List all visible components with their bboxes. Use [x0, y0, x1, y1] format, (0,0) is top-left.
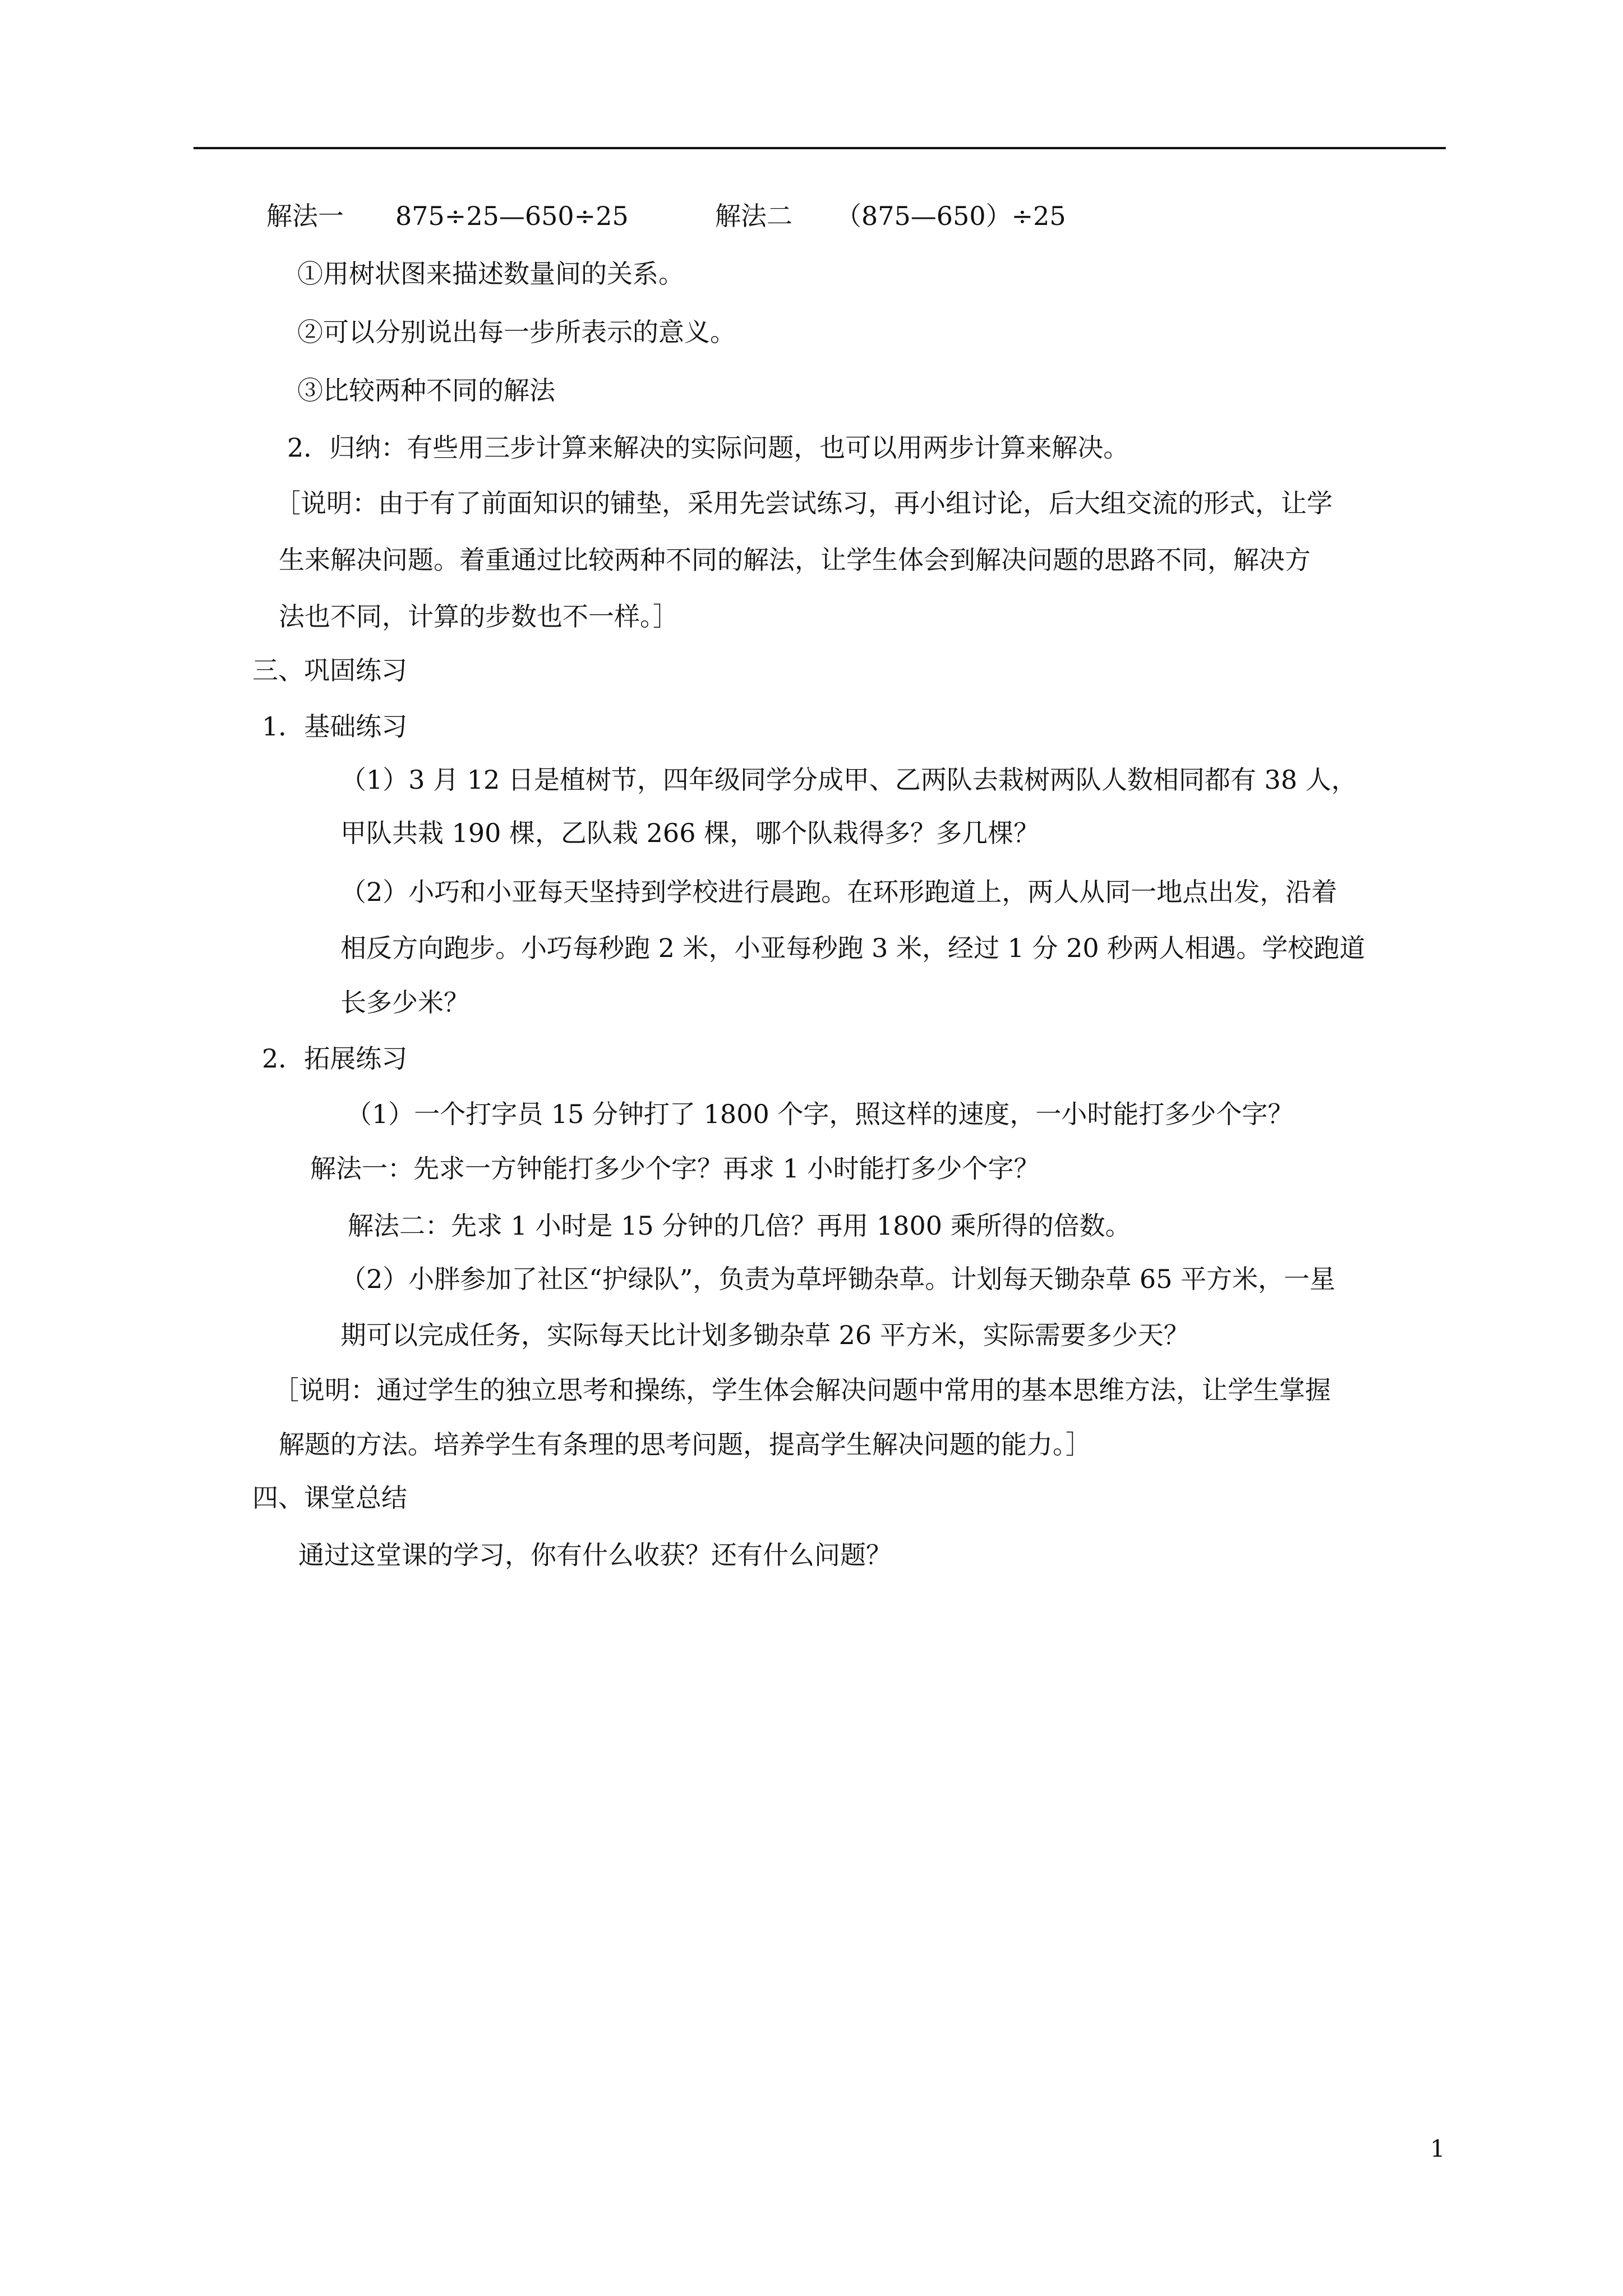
- note-1-line-3: 法也不同，计算的步数也不一样。］: [279, 601, 679, 632]
- extension-question-1-method-2: 解法二：先求 1 小时是 15 分钟的几倍？再用 1800 乘所得的倍数。: [348, 1211, 1131, 1241]
- basic-question-1-line-1: （1）3 月 12 日是植树节，四年级同学分成甲、乙两队去栽树两队人数相同都有 38 人，: [340, 765, 1357, 795]
- page-number: 1: [1430, 2135, 1445, 2162]
- section-3-title: 三、巩固练习: [252, 655, 407, 685]
- point-2: ②可以分别说出每一步所表示的意义。: [297, 317, 736, 347]
- extension-question-2-line-2: 期可以完成任务，实际每天比计划多锄杂草 26 平方米，实际需要多少天？: [340, 1320, 1189, 1350]
- basic-question-2-line-1: （2）小巧和小亚每天坚持到学校进行晨跑。在环形跑道上，两人从同一地点出发，沿着: [340, 877, 1338, 907]
- extension-practice-title: 2．拓展练习: [262, 1043, 408, 1074]
- note-1-line-1: ［说明：由于有了前面知识的铺垫，采用先尝试练习，再小组讨论，后大组交流的形式，让学: [275, 488, 1332, 518]
- basic-question-2-line-2: 相反方向跑步。小巧每秒跑 2 米，小亚每秒跑 3 米，经过 1 分 20 秒两人相遇。学校跑道: [340, 933, 1366, 963]
- extension-question-1-method-1: 解法一：先求一方钟能打多少个字？再求 1 小时能打多少个字？: [310, 1153, 1040, 1184]
- extension-question-2-line-1: （2）小胖参加了社区“护绿队”，负责为草坪锄杂草。计划每天锄杂草 65 平方米，一星: [340, 1264, 1336, 1294]
- section-4-title: 四、课堂总结: [252, 1483, 407, 1513]
- section-4-text: 通过这堂课的学习，你有什么收获？还有什么问题？: [298, 1540, 892, 1570]
- summary-line: 2．归纳：有些用三步计算来解决的实际问题，也可以用两步计算来解决。: [287, 432, 1129, 463]
- point-3: ③比较两种不同的解法: [297, 375, 555, 406]
- method-two-label: 解法二: [715, 201, 792, 231]
- basic-practice-title: 1．基础练习: [262, 711, 408, 742]
- section-3-note-line-1: ［说明：通过学生的独立思考和操练，学生体会解决问题中常用的基本思维方法，让学生掌握: [273, 1375, 1331, 1405]
- basic-question-2-line-3: 长多少米？: [340, 987, 469, 1018]
- extension-question-1: （1）一个打字员 15 分钟打了 1800 个字，照这样的速度，一小时能打多少个字？: [346, 1099, 1294, 1129]
- method-one-label: 解法一: [266, 201, 344, 231]
- method-one-expression: 875÷25—650÷25: [395, 201, 629, 231]
- point-1: ①用树状图来描述数量间的关系。: [297, 259, 684, 289]
- note-1-line-2: 生来解决问题。着重通过比较两种不同的解法，让学生体会到解决问题的思路不同，解决方: [279, 545, 1311, 575]
- method-two-expression: （875—650）÷25: [836, 201, 1066, 231]
- basic-question-1-line-2: 甲队共栽 190 棵，乙队栽 266 棵，哪个队栽得多？多几棵？: [340, 818, 1040, 848]
- section-3-note-line-2: 解题的方法。培养学生有条理的思考问题，提高学生解决问题的能力。］: [279, 1429, 1091, 1460]
- header-rule: [193, 147, 1446, 149]
